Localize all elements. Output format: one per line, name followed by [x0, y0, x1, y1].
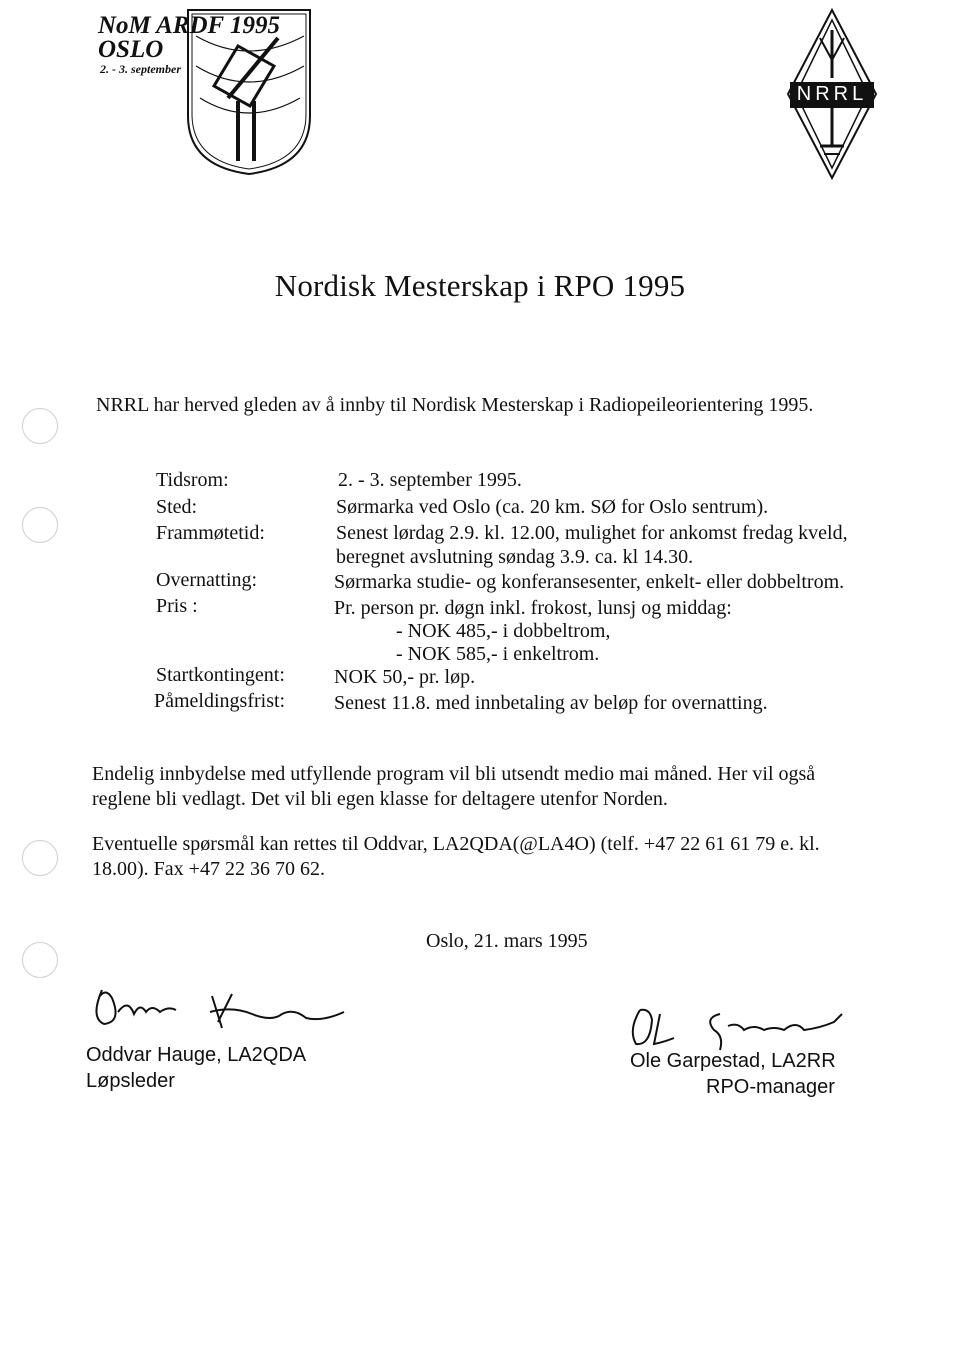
logo-title: NoM ARDF 1995 [98, 12, 280, 39]
nrrl-logo-text: NRRL [796, 83, 868, 105]
intro-text: NRRL har herved gleden av å innby til Nordisk Mesterskap i Radiopeileorientering 1995. [96, 394, 814, 416]
logo-city: OSLO [98, 36, 164, 63]
signer-1-name: Oddvar Hauge, LA2QDA [86, 1044, 307, 1066]
tidsrom-label: Tidsrom: [156, 469, 229, 491]
startkontingent-label: Startkontingent: [156, 664, 285, 686]
punch-hole-3 [22, 840, 58, 876]
frammote-value-2: beregnet avslutning søndag 3.9. ca. kl 14.30. [336, 546, 694, 568]
page-title: Nordisk Mesterskap i RPO 1995 [274, 268, 686, 303]
event-logo [88, 6, 318, 178]
date-place: Oslo, 21. mars 1995 [426, 930, 588, 952]
signature-oddvar-icon [82, 978, 352, 1048]
pris-value-2: - NOK 485,- i dobbeltrom, [396, 620, 611, 642]
sted-label: Sted: [156, 496, 198, 518]
nrrl-logo [786, 8, 878, 180]
pris-value-3: - NOK 585,- i enkeltrom. [396, 643, 600, 665]
signer-2-name: Ole Garpestad, LA2RR [630, 1050, 836, 1072]
punch-hole-1 [22, 408, 58, 444]
contact-paragraph-line-2: 18.00). Fax +47 22 36 70 62. [92, 858, 325, 880]
startkontingent-value: NOK 50,- pr. løp. [334, 666, 476, 688]
pris-value-1: Pr. person pr. døgn inkl. frokost, lunsj og middag: [334, 597, 732, 619]
overnatting-value: Sørmarka studie- og konferansesenter, enkelt- eller dobbeltrom. [334, 571, 845, 593]
punch-hole-2 [22, 507, 58, 543]
contact-paragraph-line-1: Eventuelle spørsmål kan rettes til Oddvar, LA2QDA(@LA4O) (telf. +47 22 61 61 79 e. kl. [92, 833, 820, 855]
punch-hole-4 [22, 942, 58, 978]
signer-1-role: Løpsleder [86, 1070, 175, 1092]
overnatting-label: Overnatting: [156, 569, 258, 591]
frammote-value-1: Senest lørdag 2.9. kl. 12.00, mulighet for ankomst fredag kveld, [336, 522, 848, 544]
info-paragraph-line-1: Endelig innbydelse med utfyllende program vil bli utsendt medio mai måned. Her vil også [92, 763, 816, 785]
tidsrom-value: 2. - 3. september 1995. [338, 469, 522, 491]
frammote-label: Frammøtetid: [156, 522, 265, 544]
signer-2-role: RPO-manager [706, 1076, 835, 1098]
info-paragraph-line-2: reglene bli vedlagt. Det vil bli egen klasse for deltagere utenfor Norden. [92, 788, 668, 810]
logo-dates: 2. - 3. september [100, 62, 181, 76]
pamelding-label: Påmeldingsfrist: [154, 690, 286, 712]
sted-value: Sørmarka ved Oslo (ca. 20 km. SØ for Oslo sentrum). [336, 496, 769, 518]
pris-label: Pris : [156, 595, 198, 617]
pamelding-value: Senest 11.8. med innbetaling av beløp for overnatting. [334, 692, 768, 714]
